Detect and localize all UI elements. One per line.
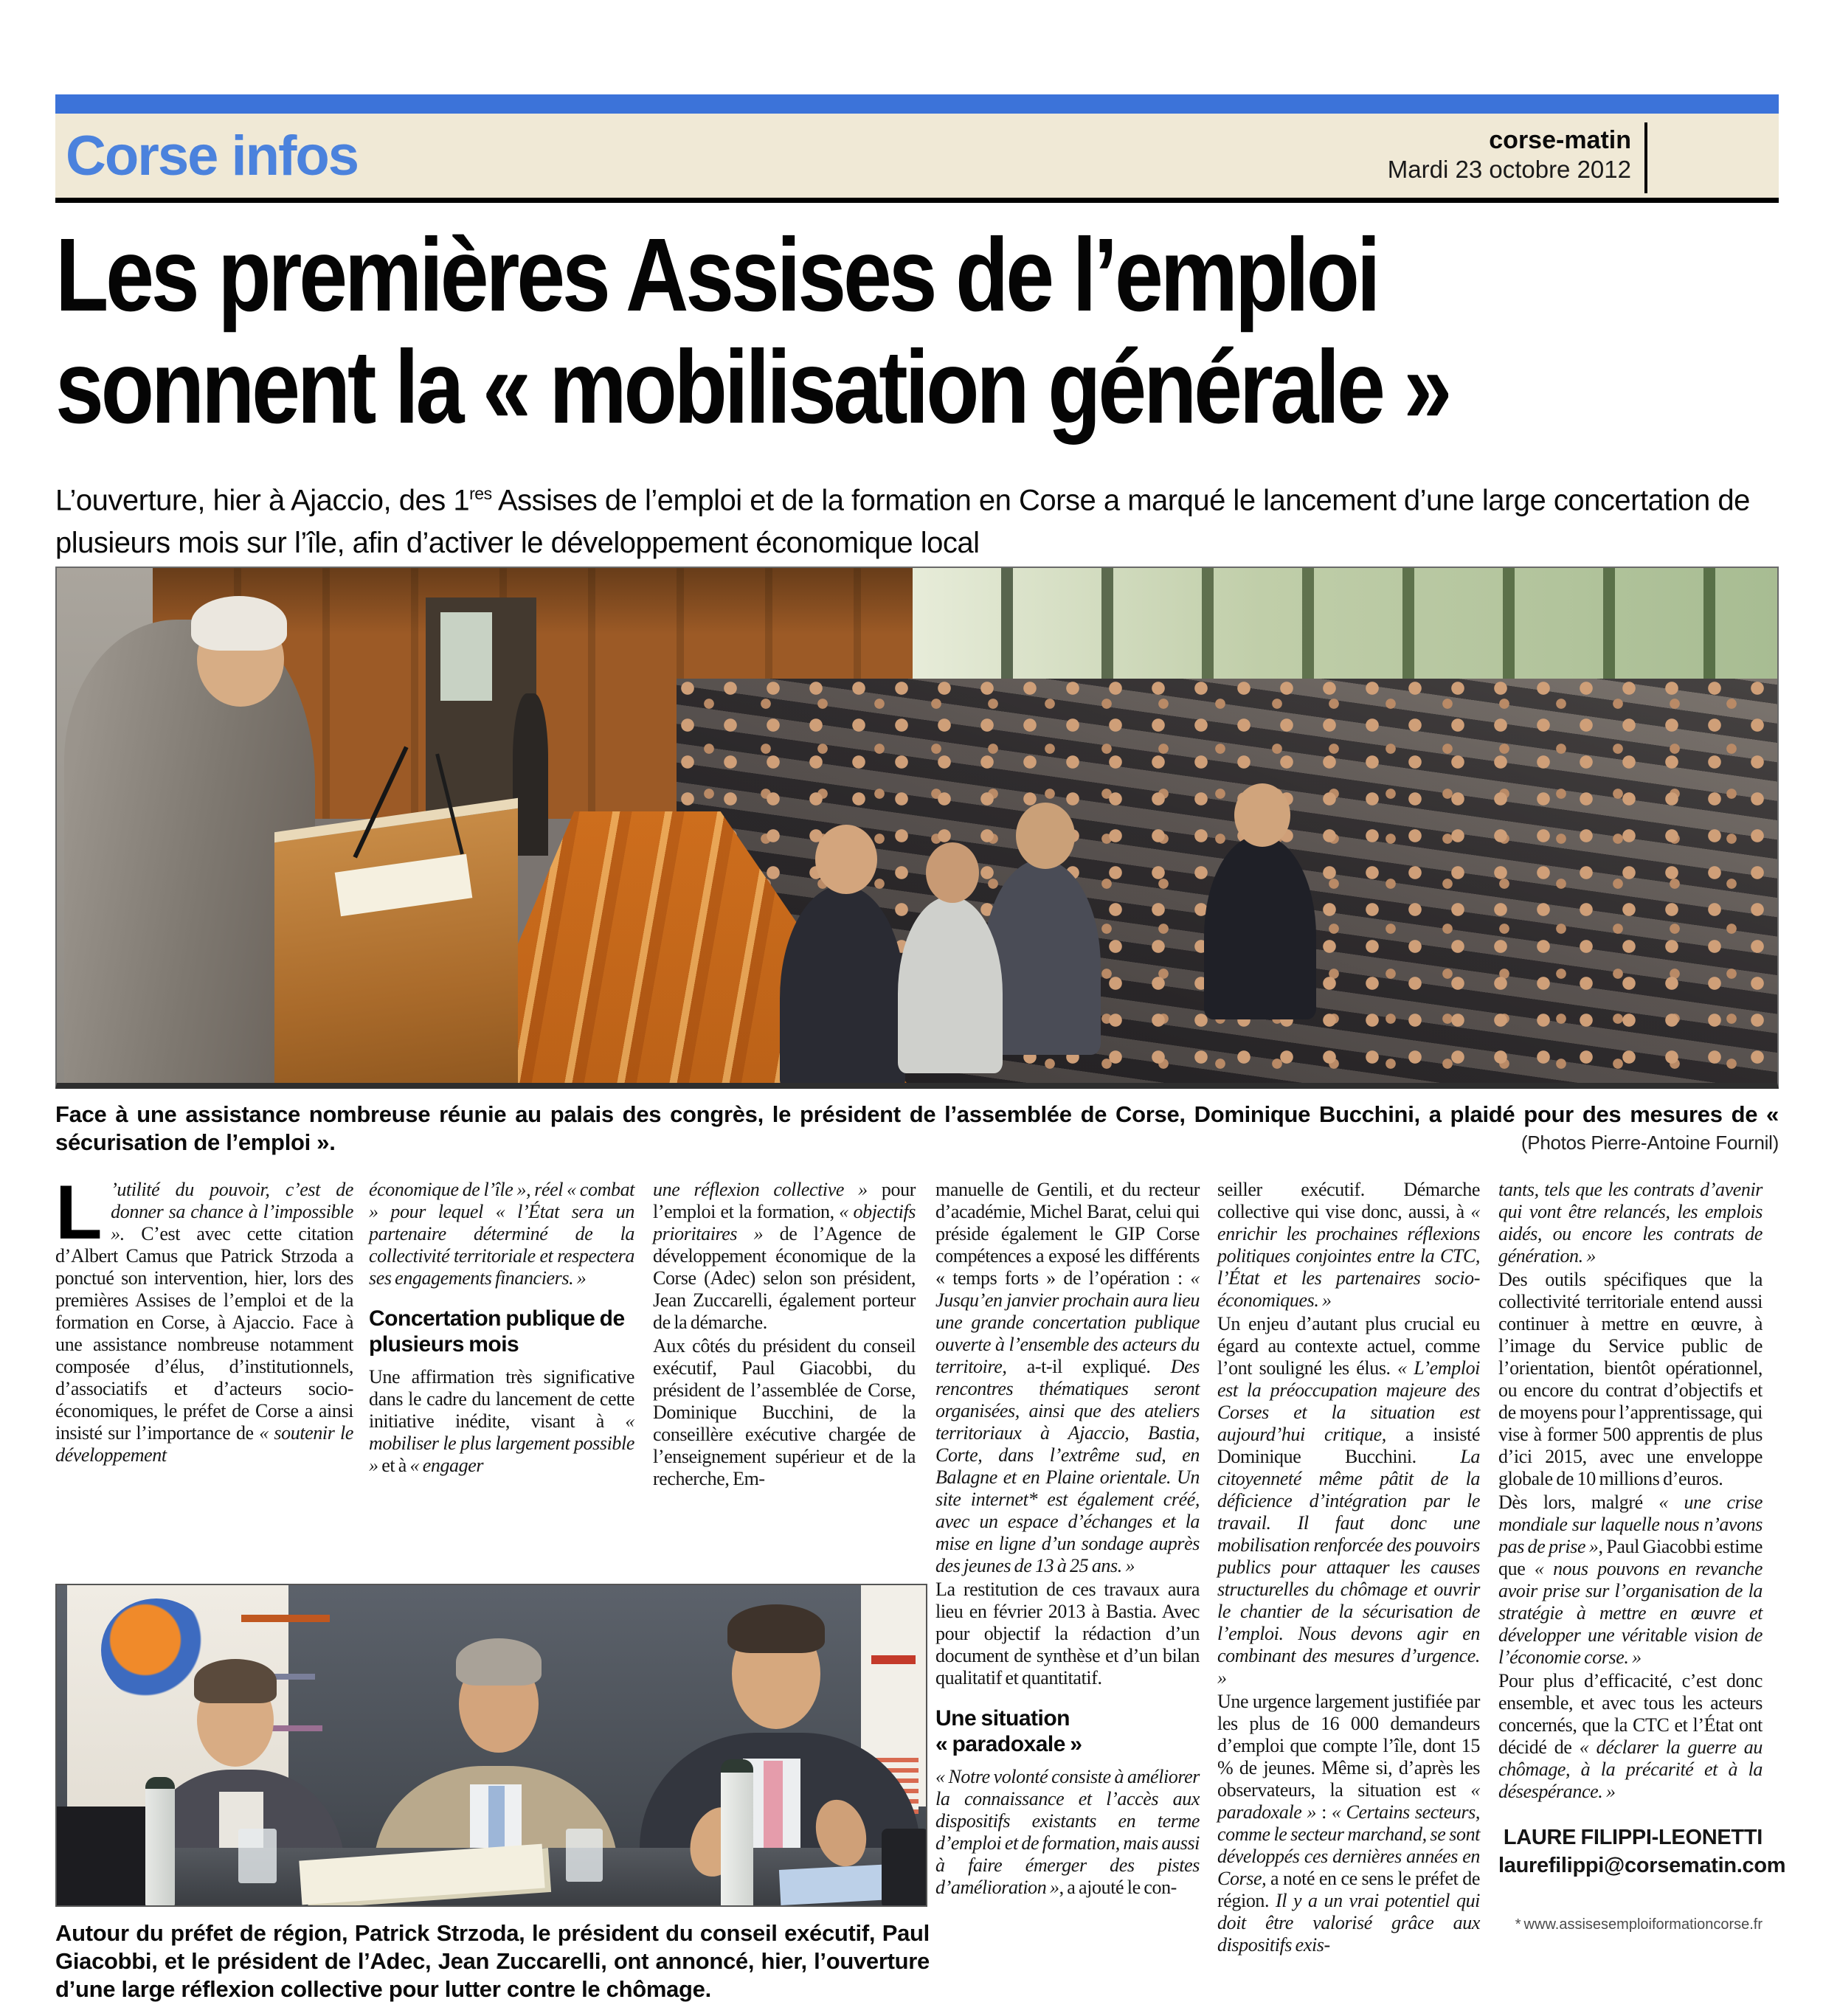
photo1-front-row-head <box>926 842 979 903</box>
masthead <box>1388 125 1631 184</box>
quote-text: « Jusqu’en janvier prochain aura lieu une grande concertation publique ouverte à l’ensemble des acteurs du territoire, <box>935 1267 1200 1377</box>
quote-text: « L’emploi est la préoccupation majeure des Corses et la situation est aujourd’hui critique, <box>1217 1357 1480 1445</box>
quote-text: « objectifs prioritaires » <box>653 1201 916 1244</box>
photo1-credit: (Photos Pierre-Antoine Fournil) <box>1521 1132 1779 1154</box>
section-band <box>55 114 1779 203</box>
photo2-equipment-shape <box>882 1829 927 1907</box>
paragraph <box>1217 1179 1480 1312</box>
standfirst-superscript: res <box>469 484 492 503</box>
photo2-glass-shape <box>238 1829 277 1883</box>
quote-text: « paradoxale » <box>1217 1779 1480 1823</box>
paragraph: La restitution de ces travaux aura lieu en février 2013 à Bastia. Avec pour objectif la rédaction d’un document de synthèse et d’un bilan qualitatif et quantitatif. <box>935 1579 1200 1688</box>
article-column-5 <box>1217 1179 1480 1958</box>
quote-text: « Certains secteurs, comme le secteur marchand, se sont développés ces dernières années en Corse, <box>1217 1801 1481 1889</box>
article-column-3 <box>653 1179 916 1492</box>
quote-text: « Notre volonté consiste à améliorer la connaissance et l’accès aux dispositifs existants en terme d’emploi et de formation, mais aussi à faire émerger des pistes d’amélioration » <box>935 1766 1200 1898</box>
photo2-laptop-shape <box>57 1807 145 1907</box>
quote-text: « engager <box>409 1455 484 1476</box>
photo2-side-banner-text-shape <box>871 1655 916 1664</box>
photo1-front-row-head <box>1016 803 1075 869</box>
standfirst-text: L’ouverture, hier à Ajaccio, des 1 <box>55 484 470 517</box>
body-text: manuelle de Gentili, et du recteur d’académie, Michel Barat, celui qui préside également le GIP Corse compétences a exposé les différents « temps forts » de l’opération : <box>935 1179 1200 1289</box>
footnote-url: * www.assisesemploiformationcorse.fr <box>1515 1916 1763 1933</box>
photo1-podium-shape <box>274 798 518 1089</box>
body-text: : <box>1316 1801 1332 1823</box>
photo2-man3-hair-shape <box>727 1604 825 1653</box>
photo1-caption-text: Face à une assistance nombreuse réunie au palais des congrès, le président de l’assemblée de Corse, Dominique Bucchini, a plaidé pour des mesures de « sécurisation de l’emploi ». <box>55 1101 1779 1155</box>
quote-text: Il y a un vrai potentiel qui doit être valorisé grâce aux dispositifs exis- <box>1217 1890 1480 1956</box>
press-conference-photo <box>55 1584 927 1907</box>
photo2-caption: Autour du préfet de région, Patrick Strzoda, le président du conseil exécutif, Paul Giacobbi, et le président de l’Adec, Jean Zuccarelli, ont annoncé, hier, l’ouverture d’une large réflexion collective pour lutter contre le chômage. <box>55 1920 930 2002</box>
drop-cap: L <box>55 1170 103 1255</box>
conference-hall-photo <box>55 567 1779 1089</box>
crosshead-line: Une situation <box>935 1706 1070 1731</box>
photo1-door-glass-shape <box>440 612 492 701</box>
quote-text: « déclarer la guerre au chômage, à la précarité et à la désespérance. » <box>1498 1736 1763 1802</box>
quote-text: « mobiliser le plus largement possible » <box>369 1410 634 1476</box>
section-title: Corse infos <box>66 125 359 187</box>
paragraph <box>935 1179 1200 1577</box>
quote-text: La citoyenneté même pâtit de la déficience d’intégration par le travail. Il faut donc une mobilisation renforcée des pouvoirs publics pour attaquer les causes structurelles du chômage et ouvrir le chantier de la sécurisation de l’emploi. Nous devons agir en combinant des mesures d’urgence. » <box>1217 1446 1480 1688</box>
paragraph: Des outils spécifiques que la collectivité territoriale entend aussi continuer à mettre en œuvre, à l’image du Service public de l’orientation, bientôt opérationnel, ou encore du contrat d’objectifs et de moyens pour l’apprentissage, qui vise à former 500 apprentis de plus d’ici 2015, avec une enveloppe globale de 10 millions d’euros. <box>1498 1269 1763 1489</box>
body-text: pour l’emploi et la formation, <box>653 1179 916 1222</box>
photo1-speaker-hair-shape <box>191 596 287 651</box>
photo2-water-bottle-shape <box>145 1777 175 1907</box>
paragraph: Aux côtés du président du conseil exécutif, Paul Giacobbi, du président de l’assemblée de Corse, Dominique Bucchini, de la conseillère exécutive chargée de l’enseignement supérieur et de la recherche, Em- <box>653 1335 916 1489</box>
photo2-glass-shape <box>566 1829 603 1882</box>
masthead-divider <box>1644 122 1647 193</box>
byline-block <box>1498 1823 1786 1880</box>
article-column-6 <box>1498 1179 1786 1936</box>
paragraph <box>369 1366 634 1477</box>
photo2-banner-text-shape <box>241 1615 330 1622</box>
paragraph <box>1217 1313 1480 1689</box>
paper-name: corse-matin <box>1489 126 1631 154</box>
quote-text: tants, tels que les contrats d’avenir qui vont être relancés, les emplois aidés, ou encore les contrats de génération. » <box>1498 1179 1763 1267</box>
quote-text: « enrichir les prochaines réflexions politiques conjointes entre la CTC, l’État et les partenaires socio-économiques. » <box>1217 1201 1480 1311</box>
byline: LAURE FILIPPI-LEONETTI <box>1503 1826 1763 1849</box>
quote-text: une réflexion collective » <box>653 1179 868 1200</box>
body-text: a noté en ce sens le préfet de région. <box>1217 1868 1480 1911</box>
paragraph <box>1217 1691 1480 1956</box>
quote-text: « nous pouvons en revanche avoir prise sur l’organisation de la stratégie à mettre en œuvre et développer une véritable vision de l’économie corse. » <box>1498 1558 1763 1668</box>
paragraph <box>935 1766 1200 1899</box>
crosshead <box>935 1705 1200 1757</box>
photo2-man2-hair-shape <box>456 1638 542 1686</box>
author-email: laurefilippi@corsematin.com <box>1498 1854 1786 1877</box>
body-text: Une urgence largement justifiée par les plus de 16 000 demandeurs d’emploi que compte l’île, dont 15 % de jeunes. Même si, d’après les observateurs, la situation est <box>1217 1691 1480 1801</box>
body-text: a insisté Dominique Bucchini. <box>1217 1424 1480 1467</box>
quote-text: « une crise mondiale sur laquelle nous n’avons pas de prise » <box>1498 1492 1763 1557</box>
body-text: Pour plus d’efficacité, c’est donc ensemble, et avec tous les acteurs concernés, que la CTC et l’État ont décidé de <box>1498 1670 1763 1758</box>
photo1-front-row-head <box>1234 783 1290 847</box>
body-text: , a ajouté le con- <box>1059 1877 1177 1898</box>
body-text: a-t-il expliqué. <box>1026 1356 1171 1377</box>
quote-text: ’utilité du pouvoir, c’est de donner sa chance à l’impossible ». <box>111 1179 353 1244</box>
body-text: Une affirmation très significative dans le cadre du lancement de cette initiative inédite, visant à <box>369 1366 634 1432</box>
top-blue-bar <box>55 94 1779 114</box>
paragraph <box>1498 1492 1763 1669</box>
photo2-water-bottle-shape <box>721 1759 753 1907</box>
article-column-1 <box>55 1170 353 1468</box>
quote-text: économique de l’île », réel « combat » pour lequel « l’État sera un partenaire déterminé de la collectivité territoriale et respectera ses engagements financiers. » <box>369 1179 634 1289</box>
paragraph <box>653 1179 916 1334</box>
standfirst <box>55 472 1779 564</box>
body-text: , Paul Giacobbi estime que <box>1498 1536 1763 1579</box>
body-text: Dès lors, malgré <box>1498 1492 1659 1513</box>
quote-text: Des rencontres thématiques seront organisées, ainsi que des ateliers territoriaux à Ajaccio, Bastia, Corte, dans l’extrême sud, en Balagne et en Plaine orientale. Un site internet* est également créé, avec un espace d’échanges et la mise en ligne d’un sondage auprès des jeunes de 13 à 25 ans. » <box>935 1356 1200 1576</box>
article-column-2 <box>369 1179 634 1478</box>
body-text: seiller exécutif. Démarche collective qui vise donc, aussi, à <box>1217 1179 1480 1222</box>
crosshead-line: « paradoxale » <box>935 1732 1082 1756</box>
headline-line1: Les premières Assises de l’emploi <box>55 216 1378 333</box>
headline-line2: sonnent la « mobilisation générale » <box>55 328 1450 445</box>
quote-text: « soutenir le développement <box>55 1422 353 1466</box>
paragraph <box>1498 1670 1763 1803</box>
body-text: et à <box>378 1455 410 1476</box>
body-text: Un enjeu d’autant plus crucial eu égard au contexte actuel, comme l’ont souligné les élus. <box>1217 1313 1480 1379</box>
photo1-caption <box>55 1101 1779 1157</box>
photo1-standing-person-shape <box>513 693 548 856</box>
body-text: de l’Agence de développement économique de la Corse (Adec) selon son président, Jean Zuccarelli, également porteur de la démarche. <box>653 1223 916 1333</box>
photo2-man1-hair-shape <box>194 1659 277 1703</box>
paper-date: Mardi 23 octobre 2012 <box>1387 156 1631 183</box>
photo1-front-row-head <box>815 825 877 894</box>
crosshead: Concertation publique de plusieurs mois <box>369 1306 625 1357</box>
paragraph <box>55 1170 353 1466</box>
headline <box>55 218 1779 462</box>
standfirst-text-cont: Assises de l’emploi et de la formation en Corse a marqué le lancement d’une large concertation de plusieurs mois sur l’île, afin d’activer le développement économique local <box>55 484 1750 560</box>
article-column-4 <box>935 1179 1200 1900</box>
body-text: C’est avec cette citation d’Albert Camus que Patrick Strzoda a ponctué son intervention, hier, lors des premières Assises de l’emploi et de la formation en Corse, à Ajaccio. Face à une assistance nombreuse notamment composée d’élus, d’institutionnels, d’associatifs et d’acteurs socio-économiques, le préfet de Corse a ainsi insisté sur l’importance de <box>55 1223 353 1444</box>
